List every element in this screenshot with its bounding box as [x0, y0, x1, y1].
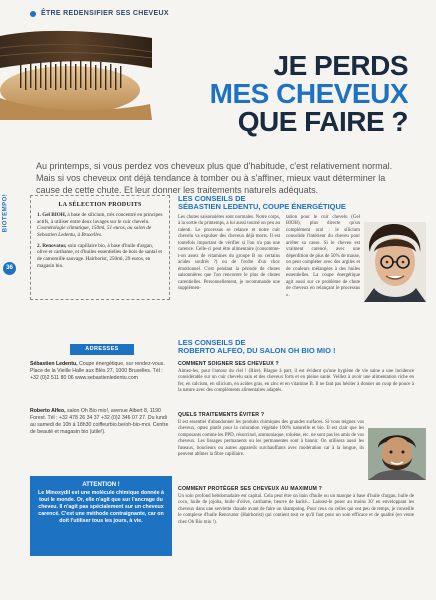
- page-number: 36: [3, 262, 16, 275]
- question-2: QUELS TRAITEMENTS ÉVITER ?: [178, 412, 265, 418]
- addresses-badge: ADRESSES: [70, 344, 134, 355]
- headline-line-1: JE PERDS: [273, 50, 408, 81]
- product-selection-box: [30, 195, 170, 300]
- product-item-2-text: soin capillaire bio, à base d'huile d'argan, olive et carthame, et d'huiles essentielles de bois de santal et de camomille sauvage. Hairborist, 250ml, 29 euros, en magasin bio.: [37, 242, 162, 269]
- answer-3: Un soin profond hebdomadaire est capital. Cela peut être un bain d'huile ou un masque à base d'huile d'argan, huile de coco, huile de jojoba, huile d'olive, carthame, beurre de karité... Laissez-le poser au moins 30' en enveloppant les cheveux dans une serviette chaude avant de faire un shampoing. Pour ceux ou celles qui ont peu de temps, je conseille le complexe d'huile Renovator (Hairborist) qui contient tout ce qu'il faut pour un soin efficace et de qualité (en vente chez Oh Bio mio !).: [178, 494, 414, 525]
- portrait-roberto-alfeo: [368, 428, 426, 480]
- attention-text: Le Minoxydil est une molécule chimique donnée à tout le monde. Or, elle n'agit que sur l'ancrage du cheveu. Il n'agit pas spécialement sur un cheveux carencé. C'est une méthode contraignante, car on doit l'utiliser tous les jours, à vie.: [38, 490, 164, 524]
- address-ledentu-text: Coupe énergétique, sur rendez-vous. Place de la Vieille Halle aux Blés 27, 1000 Bruxelles. Tél : +32 (0)2 511 80 06 www.sebastienledentu.com: [30, 361, 165, 382]
- section-ledentu-title: [178, 195, 346, 212]
- section-ledentu-col-2: tation pour le cuir chevelu (Gel BIOH), plus directe qu'un complément oral : le silicium consolide l'intérieur du cheveu pour arrêter sa casse. Si le cheveu est vraiment carencé, avec une déperdition de plus de 50% de masse, on peut compléter avec des argiles et de couleurs mélangées à des huiles essentielles. La coupe énergétique agit aussi sur ce problème de chute de cheveux en relançant le processus ».: [286, 215, 360, 298]
- product-item-1-details: Cosmétologie climatique, 150ml, 51 euros, au salon de Sebastien Ledentu, à Bruxelles.: [37, 225, 152, 238]
- section-alfeo-title: [178, 339, 336, 356]
- address-alfeo-text: salon Oh Bio mio!, avenue Albert 8, 1190 Forest. Tél : +32 478 26 34 37 +32 (0)2 346 07 27. Du lundi au samedi de 10h à 18h30 coiffeurbio.be/oh-bio-moi. Centre de beauté et magasin bio (utile!).: [30, 408, 169, 436]
- attention-title: ATTENTION !: [82, 482, 120, 488]
- address-alfeo-name: Roberto Alfeo,: [30, 408, 66, 414]
- intro-paragraph: Au printemps, si vous perdez vos cheveux plus que d'habitude, c'est relativement normal. Mais si vos cheveux ont déjà tendance à tomber ou à s'affiner, mieux vaut déterminer la cause de cette chute. Et leur donner les traitements naturels adéquats.: [36, 161, 393, 196]
- hair-brush-photo: [0, 28, 152, 120]
- question-3: COMMENT PROTÉGER SES CHEVEUX AU MAXIMUM ?: [178, 486, 323, 492]
- section-alfeo-title-line-1: LES CONSEILS DE: [178, 338, 246, 347]
- rubric-bullet-icon: [30, 11, 36, 17]
- address-ledentu-name: Sébastien Ledentu,: [30, 361, 78, 367]
- question-1: COMMENT SOIGNER SES CHEVEUX ?: [178, 361, 279, 367]
- rubric-text: ÊTRE REDENSIFIER SES CHEVEUX: [41, 10, 169, 17]
- product-selection-title: LA SÉLECTION PRODUITS: [58, 202, 142, 208]
- product-item-2: [37, 243, 163, 270]
- answer-1: Aimez-les, pour l'amour du ciel ! (Rire). Blague à part, il est évident qu'une hygiène de vie saine a une incidence considérable sur un cuir chevelu sain et des cheveux forts et en pleine santé. Veillez à avoir une alimentation riche en fer, en calcium, en silicium, en acides gras, en zinc et en vitamine B. Il ne faut pas hésiter à donner un coup de pouce à la nature avec des compléments alimentaires adaptés.: [178, 369, 414, 394]
- product-item-1: [37, 212, 163, 239]
- headline-line-3: QUE FAIRE ?: [237, 106, 408, 137]
- attention-box: [30, 476, 172, 556]
- headline-line-2: MES CHEVEUX: [209, 78, 408, 109]
- product-item-2-name: 2. Renovator,: [37, 242, 67, 249]
- section-alfeo-title-line-2: ROBERTO ALFEO, DU SALON OH BIO MIO !: [178, 346, 336, 356]
- section-ledentu-col-1: Les chutes saisonnières sont normales. Notre corps, à la sortie du printemps, a lui aussi tourné un peu au ralenti. Le processus se relance et notre cuir chevelu va expulser des cheveux déjà morts. Il est toutefois important de vérifier si l'on n'a pas une carence. Celle-ci peut être alimentaire (consomme-t-on assez de vitamines du groupe B ou certains acides soufrés ?) ou de l'ordre d'un choc émotionnel. C'est pendant la période de chutes saisonnières que l'on rencontre le plus de chutes carentielles. Personnellement, je recommande une supplémen-: [178, 215, 280, 292]
- portrait-sebastien-ledentu: [364, 222, 426, 302]
- address-ledentu: [30, 361, 170, 382]
- product-item-1-name: 1. Gel BIOH,: [37, 212, 67, 218]
- rubric: [30, 10, 169, 17]
- answer-2: Il est essentiel d'abandonner les produits chimiques des grandes surfaces. Si vous teignez vos cheveux, optez plutôt pour la coloration végétale 100% naturelle et bio. Il est clair que les composants comme les PPD, résorcinol, ammoniaque, toluène, etc. ne sont pas les amis de vos cheveux. Les lissages permanents ou les permanentes sont à bannir. On utilisera aussi les fuseaux, boucleurs ou autres appareils surchauffants avec modération car à la longue, ils peuvent abîmer la fibre capillaire.: [178, 420, 364, 458]
- section-ledentu-title-line-2: SÉBASTIEN LEDENTU, COUPE ÉNERGÉTIQUE: [178, 202, 346, 212]
- section-side-label: BIOTEMPO!: [2, 193, 9, 233]
- product-item-1-text: à base de silicium, très concentré en principes actifs, à utiliser entre deux lavages sur le cuir chevelu.: [37, 212, 163, 225]
- address-alfeo: [30, 408, 170, 436]
- section-ledentu-title-line-1: LES CONSEILS DE: [178, 194, 246, 203]
- headline: [210, 52, 408, 136]
